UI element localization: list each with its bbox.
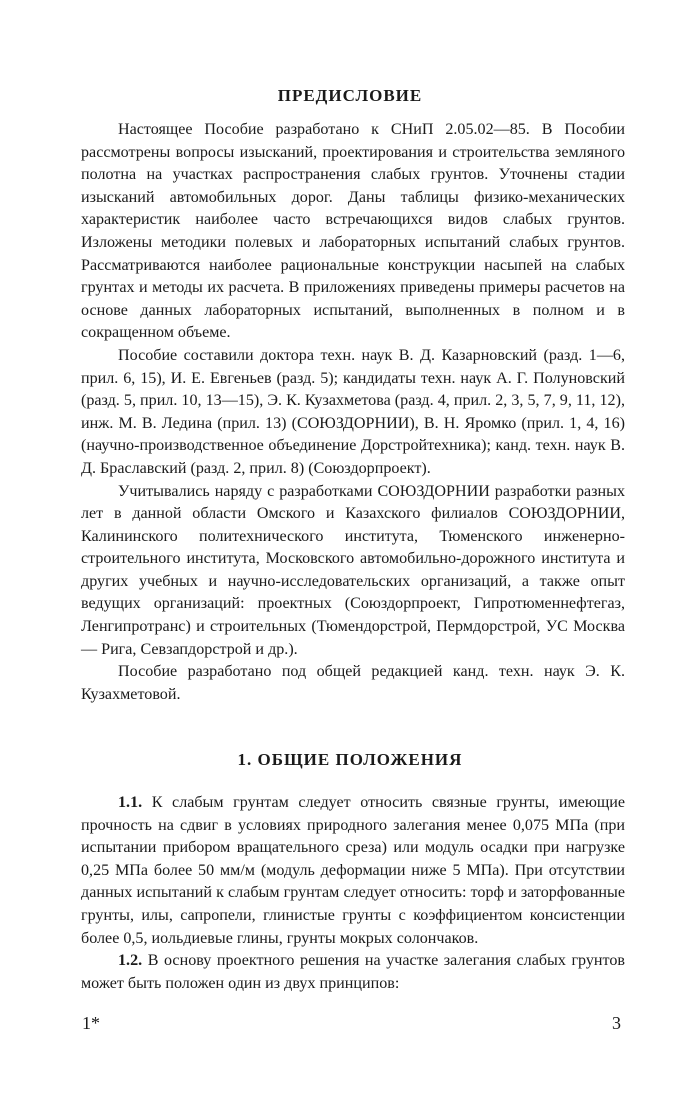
clause-text: В основу проектного решения на участке залегания слабых грунтов может быть положен один из двух принципов:: [81, 952, 626, 992]
preface-title: ПРЕДИСЛОВИЕ: [277, 86, 423, 105]
section-title: 1. ОБЩИЕ ПОЛОЖЕНИЯ: [237, 750, 463, 769]
clause-text: К слабым грунтам следует относить связные грунты, имеющие прочность на сдвиг в условиях природного залегания менее 0,075 МПа (при испытании прибором вращательного среза) или модуль осадки при нагрузке 0,25 МПа более 50 мм/м (модуль деформации ниже 5 МПа). При отсутствии данных испытаний к слабым грунтам следует относить: торф и заторфованные грунты, илы, сапропели, глинистые грунты с коэффициентом консистенции более 0,5, иольдиевые глины, грунты мокрых солончаков.: [81, 794, 625, 947]
page-number: 3: [612, 1013, 621, 1033]
preface-paragraph-3: Учитывались наряду с разработками СОЮЗДОРНИИ разработки разных лет в данной области Омского и Казахского филиалов СОЮЗДОРНИИ, Калининского политехнического института, Тюменского инженерно-строительного института, Московского автомобильно-дорожного института и других учебных и научно-исследовательских организаций, а также опыт ведущих организаций: проектных (Союздорпроект, Гипротюменнефтегаз, Ленгипротранс) и строительных (Тюмендорстрой, Пермдорстрой, УС Москва — Рига, Севзапдорстрой и др.).: [81, 482, 625, 658]
clause-1-2: [81, 950, 625, 995]
preface-body: [81, 119, 625, 706]
preface-paragraph-2: Пособие составили доктора техн. наук В. Д. Казарновский (разд. 1—6, прил. 6, 15), И. Е. Евгеньев (разд. 5); кандидаты техн. наук А. Г. Полуновский (разд. 5, прил. 10, 13—15), Э. К. Кузахметова (разд. 4, прил. 2, 3, 5, 7, 9, 11, 12), инж. М. В. Ледина (прил. 13) (СОЮЗДОРНИИ), В. Н. Яромко (прил. 1, 4, 16) (научно-производственное объединение Дорстройтехника); канд. техн. наук В. Д. Браславский (разд. 2, прил. 8) (Союздорпроект).: [81, 346, 625, 477]
clause-1-1: [81, 792, 625, 950]
preface-paragraph-4: Пособие разработано под общей редакцией канд. техн. наук Э. К. Кузахметовой.: [81, 663, 625, 703]
signature-mark: 1*: [82, 1013, 100, 1033]
clause-number: 1.2.: [118, 952, 143, 970]
section-body: [81, 792, 625, 995]
clause-number: 1.1.: [118, 794, 143, 811]
preface-paragraph-1: Настоящее Пособие разработано к СНиП 2.05.02—85. В Пособии рассмотрены вопросы изысканий, проектирования и строительства земляного полотна на участках распространения слабых грунтов. Уточнены стадии изысканий автомобильных дорог. Даны таблицы физико-механических характеристик наиболее часто встречающихся видов слабых грунтов. Изложены методики полевых и лабораторных испытаний слабых грунтов. Рассматриваются наиболее рациональные конструкции насыпей на слабых грунтах и методы их расчета. В приложениях приведены примеры расчетов на основе данных лабораторных испытаний, выполненных в полном и в сокращенном объеме.: [81, 121, 625, 342]
